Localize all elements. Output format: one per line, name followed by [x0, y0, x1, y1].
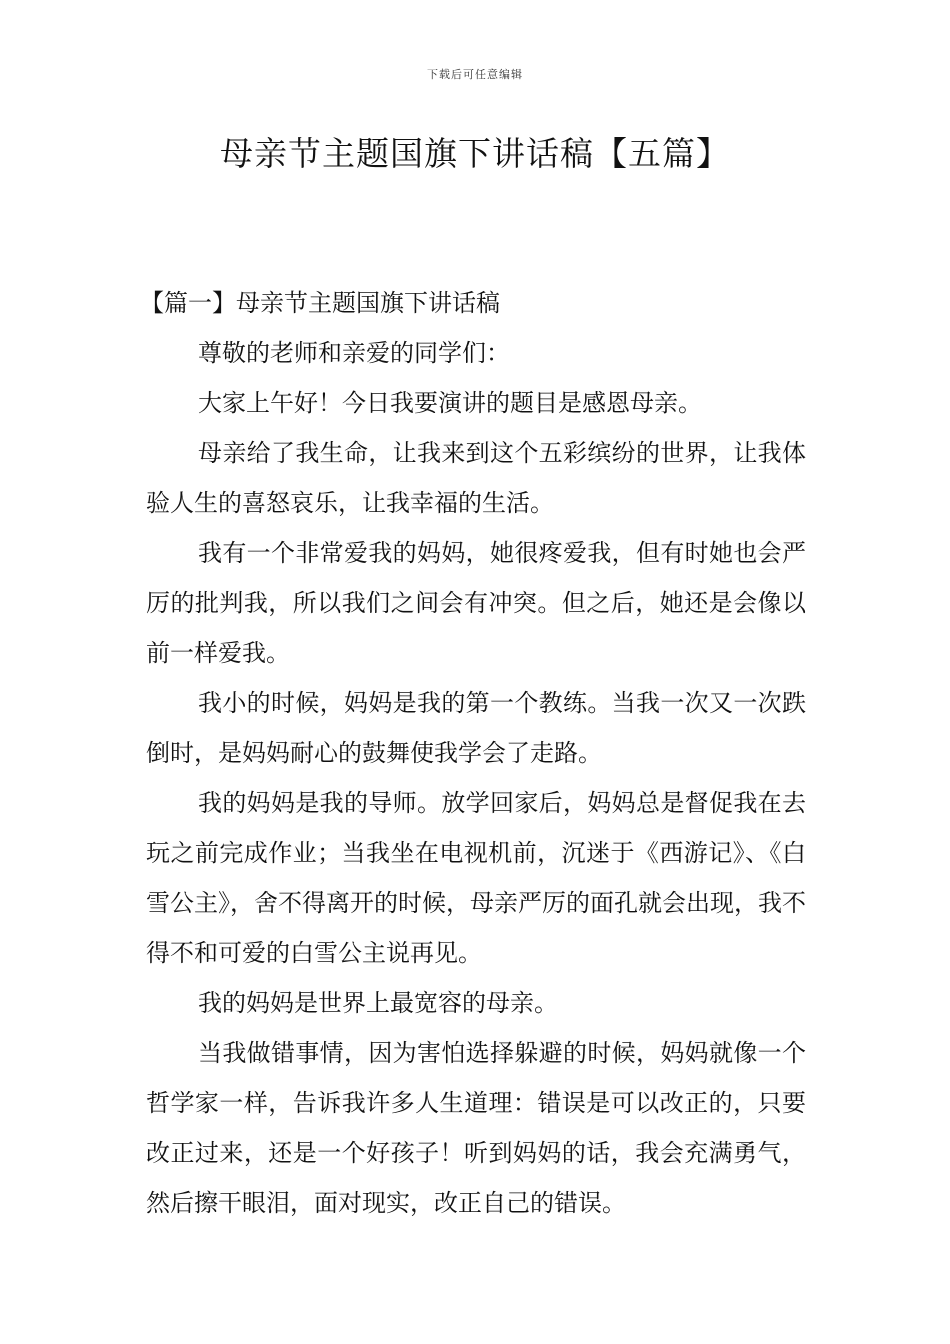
paragraph: 母亲给了我生命，让我来到这个五彩缤纷的世界，让我体验人生的喜怒哀乐，让我幸福的生活。: [146, 439, 806, 517]
paragraph: 我有一个非常爱我的妈妈，她很疼爱我，但有时她也会严厉的批判我，所以我们之间会有冲突。但之后，她还是会像以前一样爱我。: [146, 539, 806, 667]
section-heading: 【篇一】母亲节主题国旗下讲话稿: [140, 289, 500, 317]
paragraph: 我的妈妈是世界上最宽容的母亲。: [198, 989, 558, 1017]
salutation: 尊敬的老师和亲爱的同学们：: [198, 339, 510, 367]
paragraph: 我的妈妈是我的导师。放学回家后，妈妈总是督促我在去玩之前完成作业；当我坐在电视机前，沉迷于《西游记》、《白雪公主》，舍不得离开的时候，母亲严厉的面孔就会出现，我不得不和可爱的白雪公主说再见。: [146, 789, 806, 967]
document-body: [140, 278, 806, 1228]
paragraph: 大家上午好！今日我要演讲的题目是感恩母亲。: [198, 389, 702, 417]
paragraph: 当我做错事情，因为害怕选择躲避的时候，妈妈就像一个哲学家一样，告诉我许多人生道理：错误是可以改正的，只要改正过来，还是一个好孩子！听到妈妈的话，我会充满勇气，然后擦干眼泪，面对现实，改正自己的错误。: [146, 1039, 806, 1217]
header-note: 下载后可任意编辑: [427, 68, 523, 81]
paragraph: 我小的时候，妈妈是我的第一个教练。当我一次又一次跌倒时，是妈妈耐心的鼓舞使我学会了走路。: [146, 689, 806, 767]
document-title: 母亲节主题国旗下讲话稿【五篇】: [220, 134, 730, 173]
